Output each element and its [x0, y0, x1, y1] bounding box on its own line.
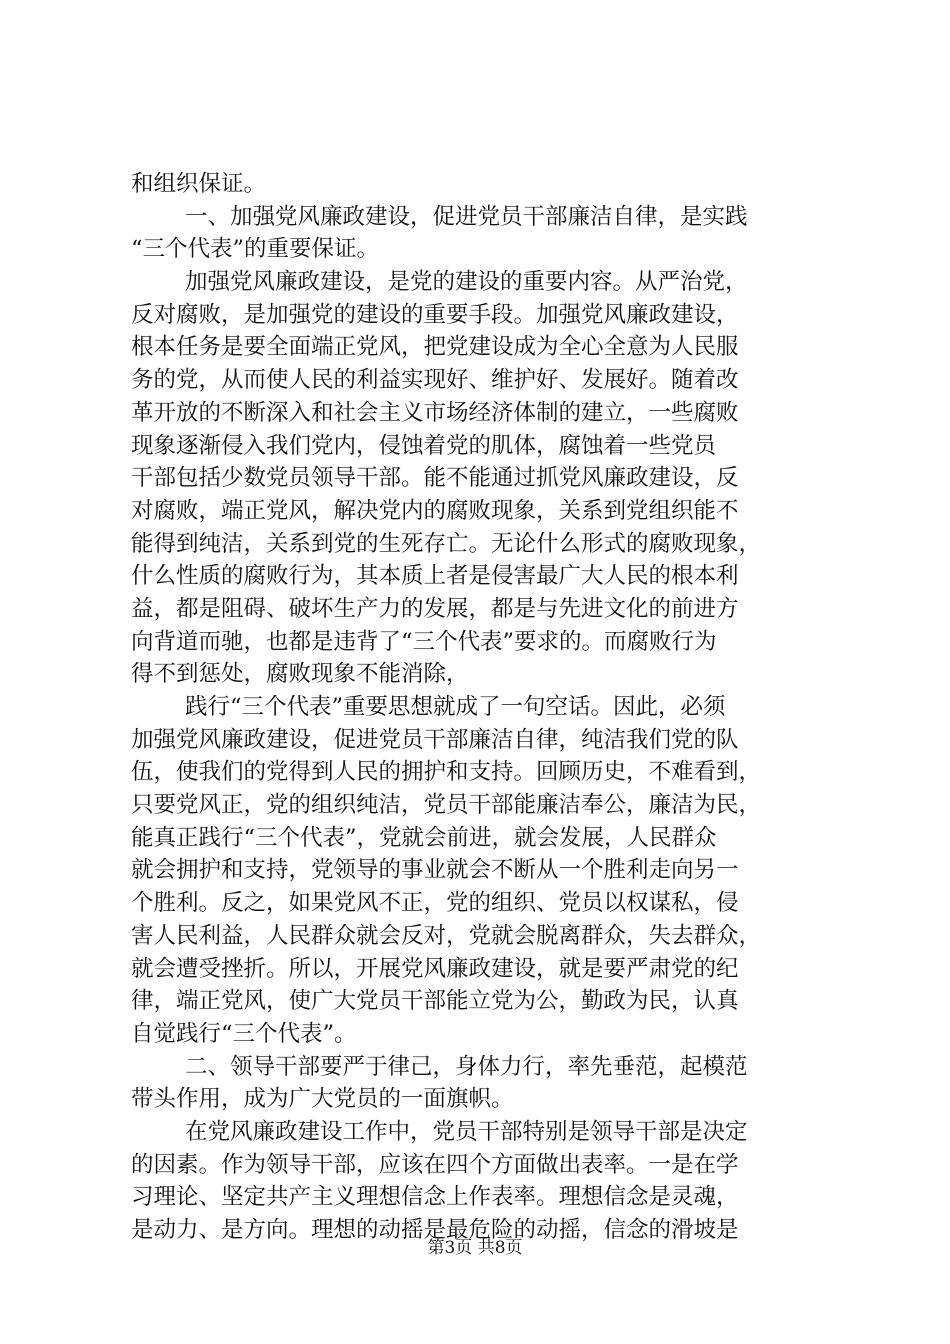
text-line: 务的党，从而使人民的利益实现好、维护好、发展好。随着改 — [131, 367, 739, 394]
text-line: 伍，使我们的党得到人民的拥护和支持。回顾历史，不难看到， — [131, 759, 762, 786]
document-body — [131, 168, 831, 1247]
text-line: 律，端正党风，使广大党员干部能立党为公，勤政为民，认真 — [131, 988, 739, 1015]
text-line: 习理论、坚定共产主义理想信念上作表率。理想信念是灵魂， — [131, 1184, 739, 1211]
text-line: 就会拥护和支持，党领导的事业就会不断从一个胜利走向另一 — [131, 857, 739, 884]
text-line: “三个代表”的重要保证。 — [131, 236, 380, 263]
text-line: 只要党风正，党的组织纯洁，党员干部能廉洁奉公，廉洁为民， — [131, 792, 762, 819]
text-line: 一、加强党风廉政建设，促进党员干部廉洁自律，是实践 — [185, 203, 748, 230]
text-line: 能真正践行“三个代表”，党就会前进，就会发展，人民群众 — [131, 824, 717, 851]
text-line: 就会遭受挫折。所以，开展党风廉政建设，就是要严肃党的纪 — [131, 955, 739, 982]
text-line: 是动力、是方向。理想的动摇是最危险的动摇，信念的滑坡是 — [131, 1217, 739, 1243]
text-line: 什么性质的腐败行为，其本质上者是侵害最广大人民的根本利 — [131, 563, 739, 590]
text-line: 根本任务是要全面端正党风，把党建设成为全心全意为人民服 — [131, 334, 739, 361]
text-line: 得不到惩处，腐败现象不能消除， — [131, 661, 469, 688]
text-line: 干部包括少数党员领导干部。能不能通过抓党风廉政建设，反 — [131, 465, 739, 492]
text-line: 在党风廉政建设工作中，党员干部特别是领导干部是决定 — [185, 1118, 748, 1145]
text-line: 现象逐渐侵入我们党内，侵蚀着党的肌体，腐蚀着一些党员 — [131, 432, 717, 459]
text-line: 和组织保证。 — [131, 171, 267, 197]
text-line: 对腐败，端正党风，解决党内的腐败现象，关系到党组织能不 — [131, 497, 739, 524]
text-line: 二、领导干部要严于律己，身体力行，率先垂范，起模范 — [185, 1053, 748, 1080]
text-line: 向背道而驰，也都是违背了“三个代表”要求的。而腐败行为 — [131, 628, 717, 655]
text-line: 益，都是阻碍、破坏生产力的发展，都是与先进文化的前进方 — [131, 595, 739, 622]
text-line: 个胜利。反之，如果党风不正，党的组织、党员以权谋私，侵 — [131, 890, 739, 917]
text-line: 害人民利益，人民群众就会反对，党就会脱离群众，失去群众， — [131, 922, 762, 949]
text-line: 自觉践行“三个代表”。 — [131, 1020, 357, 1047]
text-line: 革开放的不断深入和社会主义市场经济体制的建立，一些腐败 — [131, 399, 739, 426]
text-line: 践行“三个代表”重要思想就成了一句空话。因此，必须 — [185, 694, 726, 720]
text-line: 能得到纯洁，关系到党的生死存亡。无论什么形式的腐败现象， — [131, 530, 762, 557]
text-line: 加强党风廉政建设，是党的建设的重要内容。从严治党， — [185, 269, 748, 296]
text-line: 反对腐败，是加强党的建设的重要手段。加强党风廉政建设， — [131, 301, 739, 328]
text-line: 加强党风廉政建设，促进党员干部廉洁自律，纯洁我们党的队 — [131, 726, 739, 753]
text-line: 带头作用，成为广大党员的一面旗帜。 — [131, 1086, 514, 1113]
text-line: 的因素。作为领导干部，应该在四个方面做出表率。一是在学 — [131, 1151, 739, 1178]
page-footer: 第3页 共8页 — [427, 1238, 523, 1258]
